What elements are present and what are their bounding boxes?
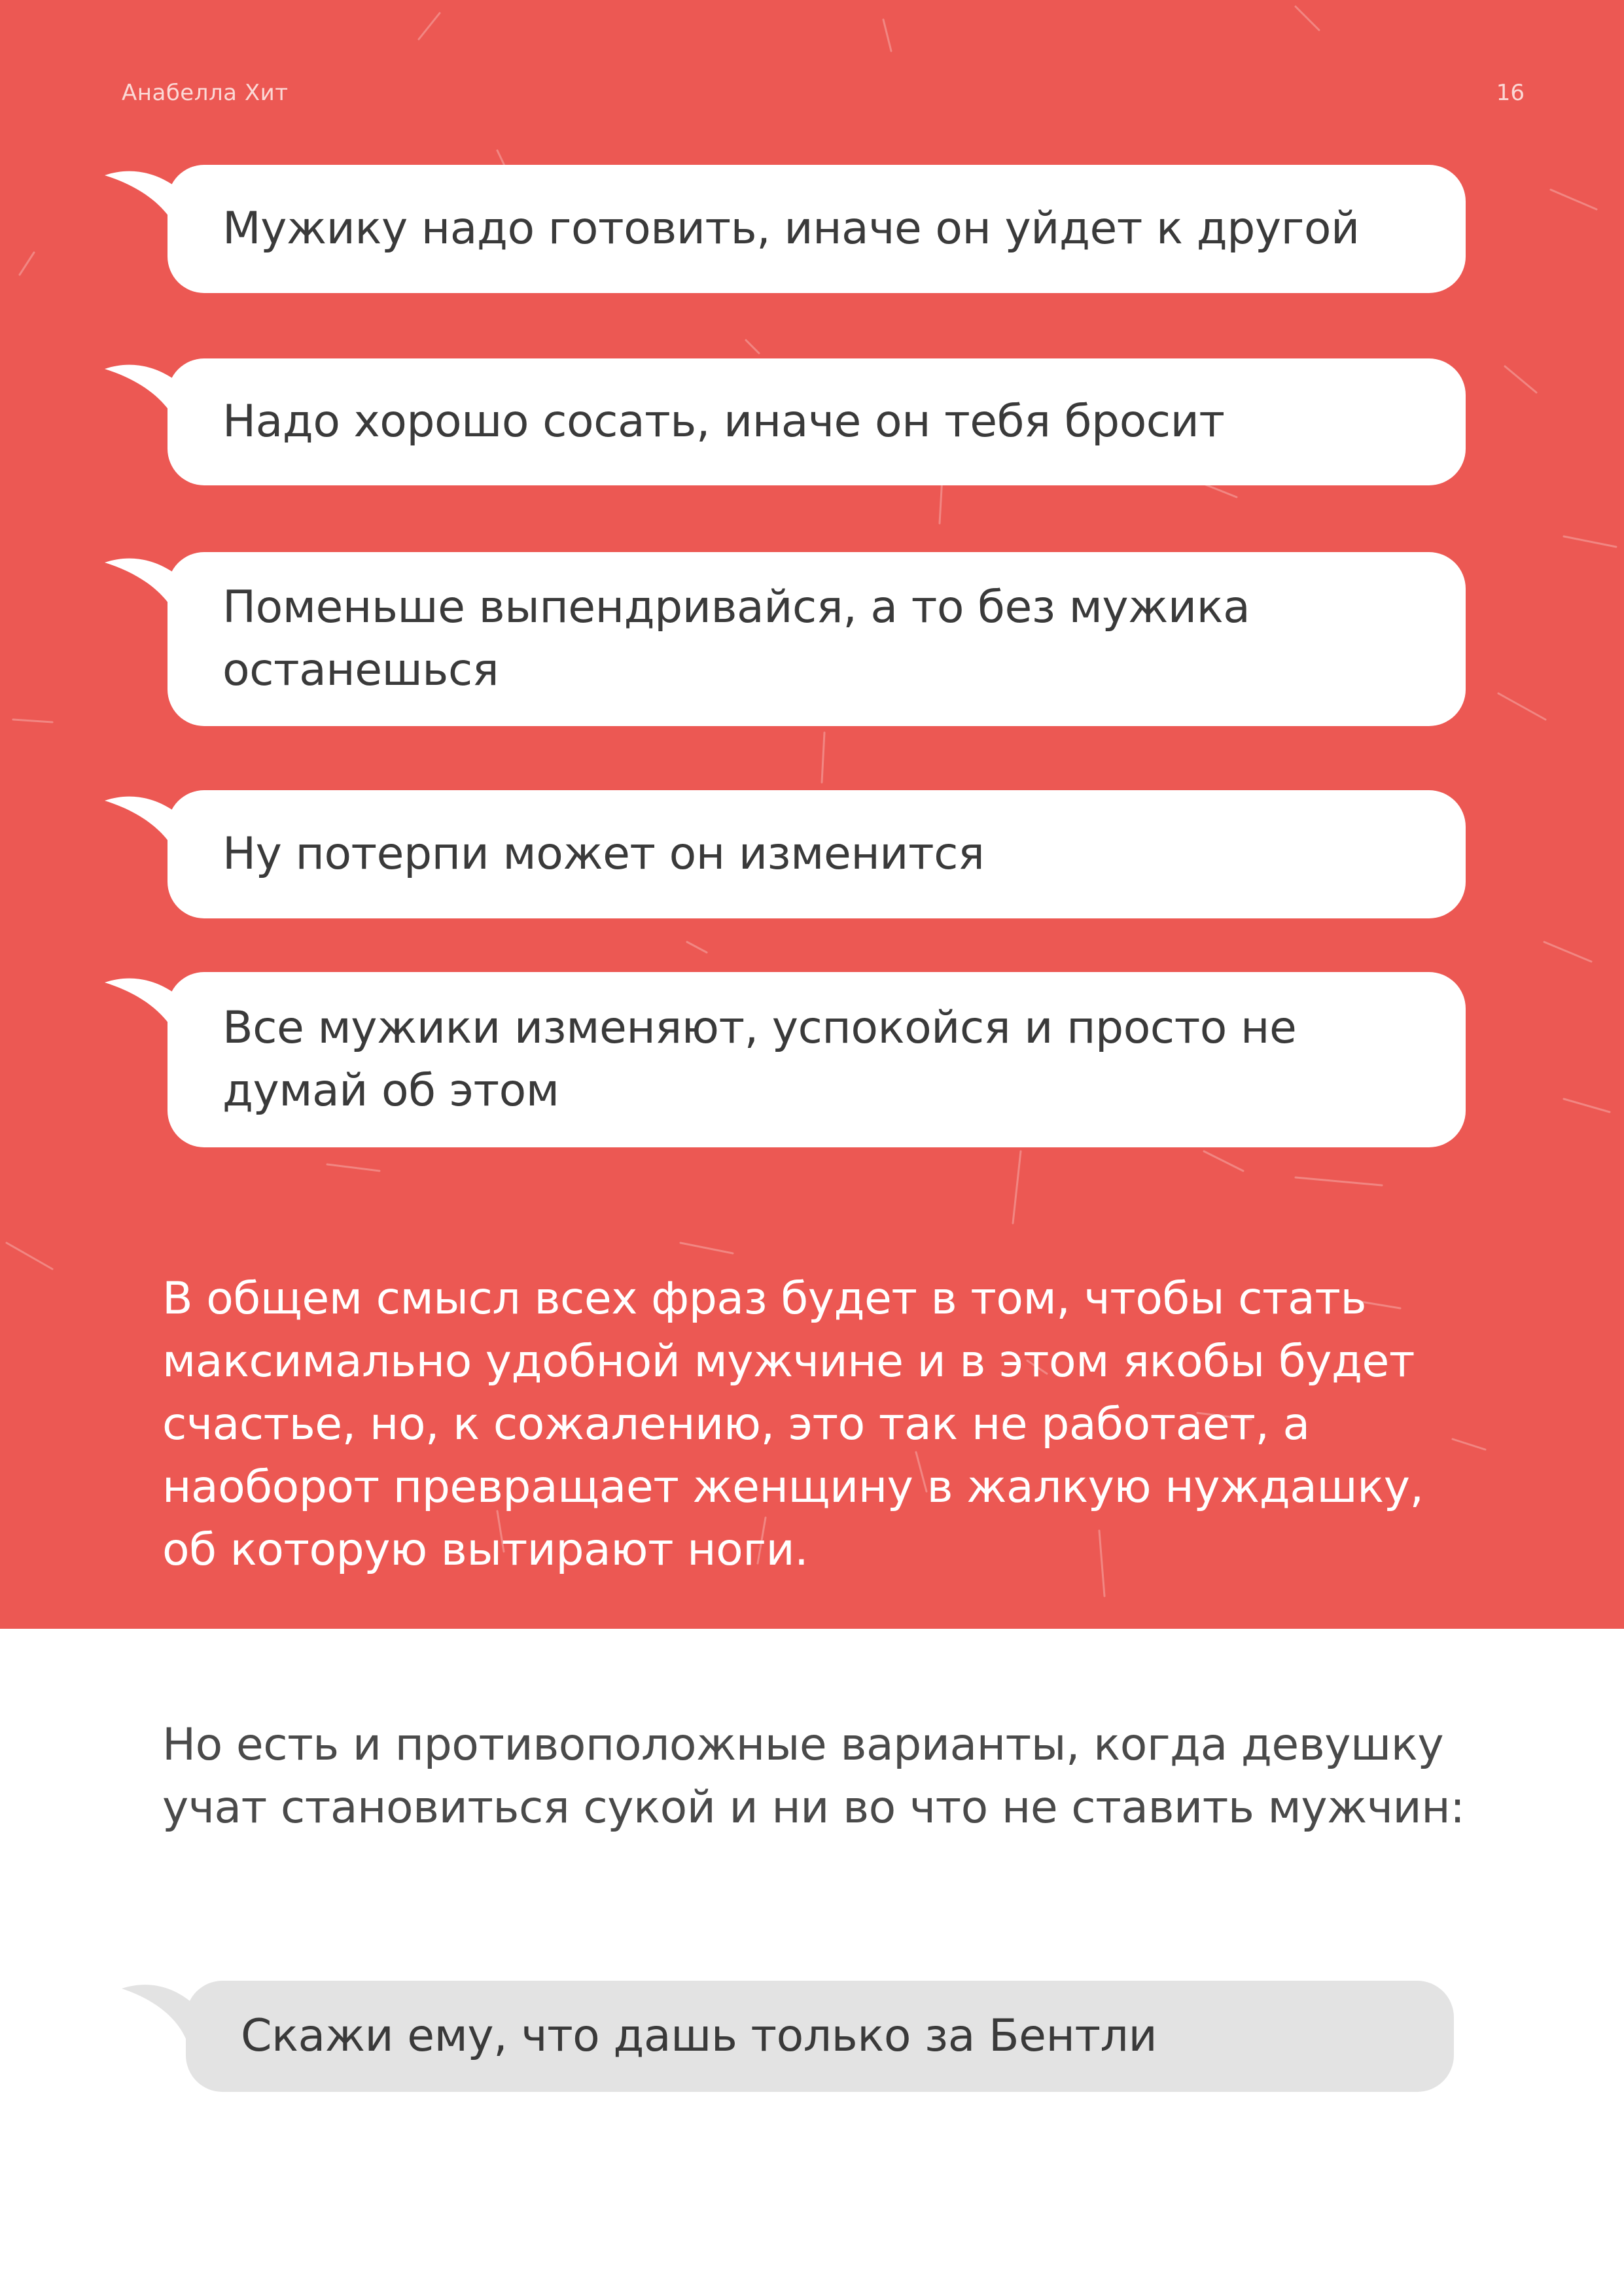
summary-paragraph: В общем смысл всех фраз будет в том, чтобы стать максимально удобной мужчине и в этом якобы будет счастье, но, к сожалению, это так не работает, а наоборот превращает женщину в жалкую нуждашку, об которую вытирают ноги. [162, 1273, 1424, 1576]
page-number: 16 [1496, 80, 1525, 106]
speech-bubble-text: Мужику надо готовить, иначе он уйдет к другой [222, 203, 1360, 254]
speech-bubble-grey [186, 1981, 1454, 2092]
speech-bubble-text: Все мужики изменяют, успокойся и просто не думай об этом [222, 1002, 1297, 1117]
intro-paragraph: Но есть и противоположные варианты, когда девушку учат становиться сукой и ни во что не ставить мужчин: [162, 1719, 1465, 1834]
speech-bubble [168, 552, 1466, 726]
speech-bubble [168, 165, 1466, 293]
speech-bubble-text: Скажи ему, что дашь только за Бентли [241, 2010, 1157, 2062]
speech-bubble [168, 358, 1466, 485]
speech-bubble [168, 972, 1466, 1147]
speech-bubble-text: Ну потерпи может он изменится [222, 828, 985, 880]
speech-bubble-text: Поменьше выпендривайся, а то без мужика останешься [222, 582, 1250, 696]
speech-bubble-text: Надо хорошо сосать, иначе он тебя бросит [222, 396, 1225, 447]
speech-bubble [168, 790, 1466, 918]
author-name: Анабелла Хит [122, 80, 289, 106]
